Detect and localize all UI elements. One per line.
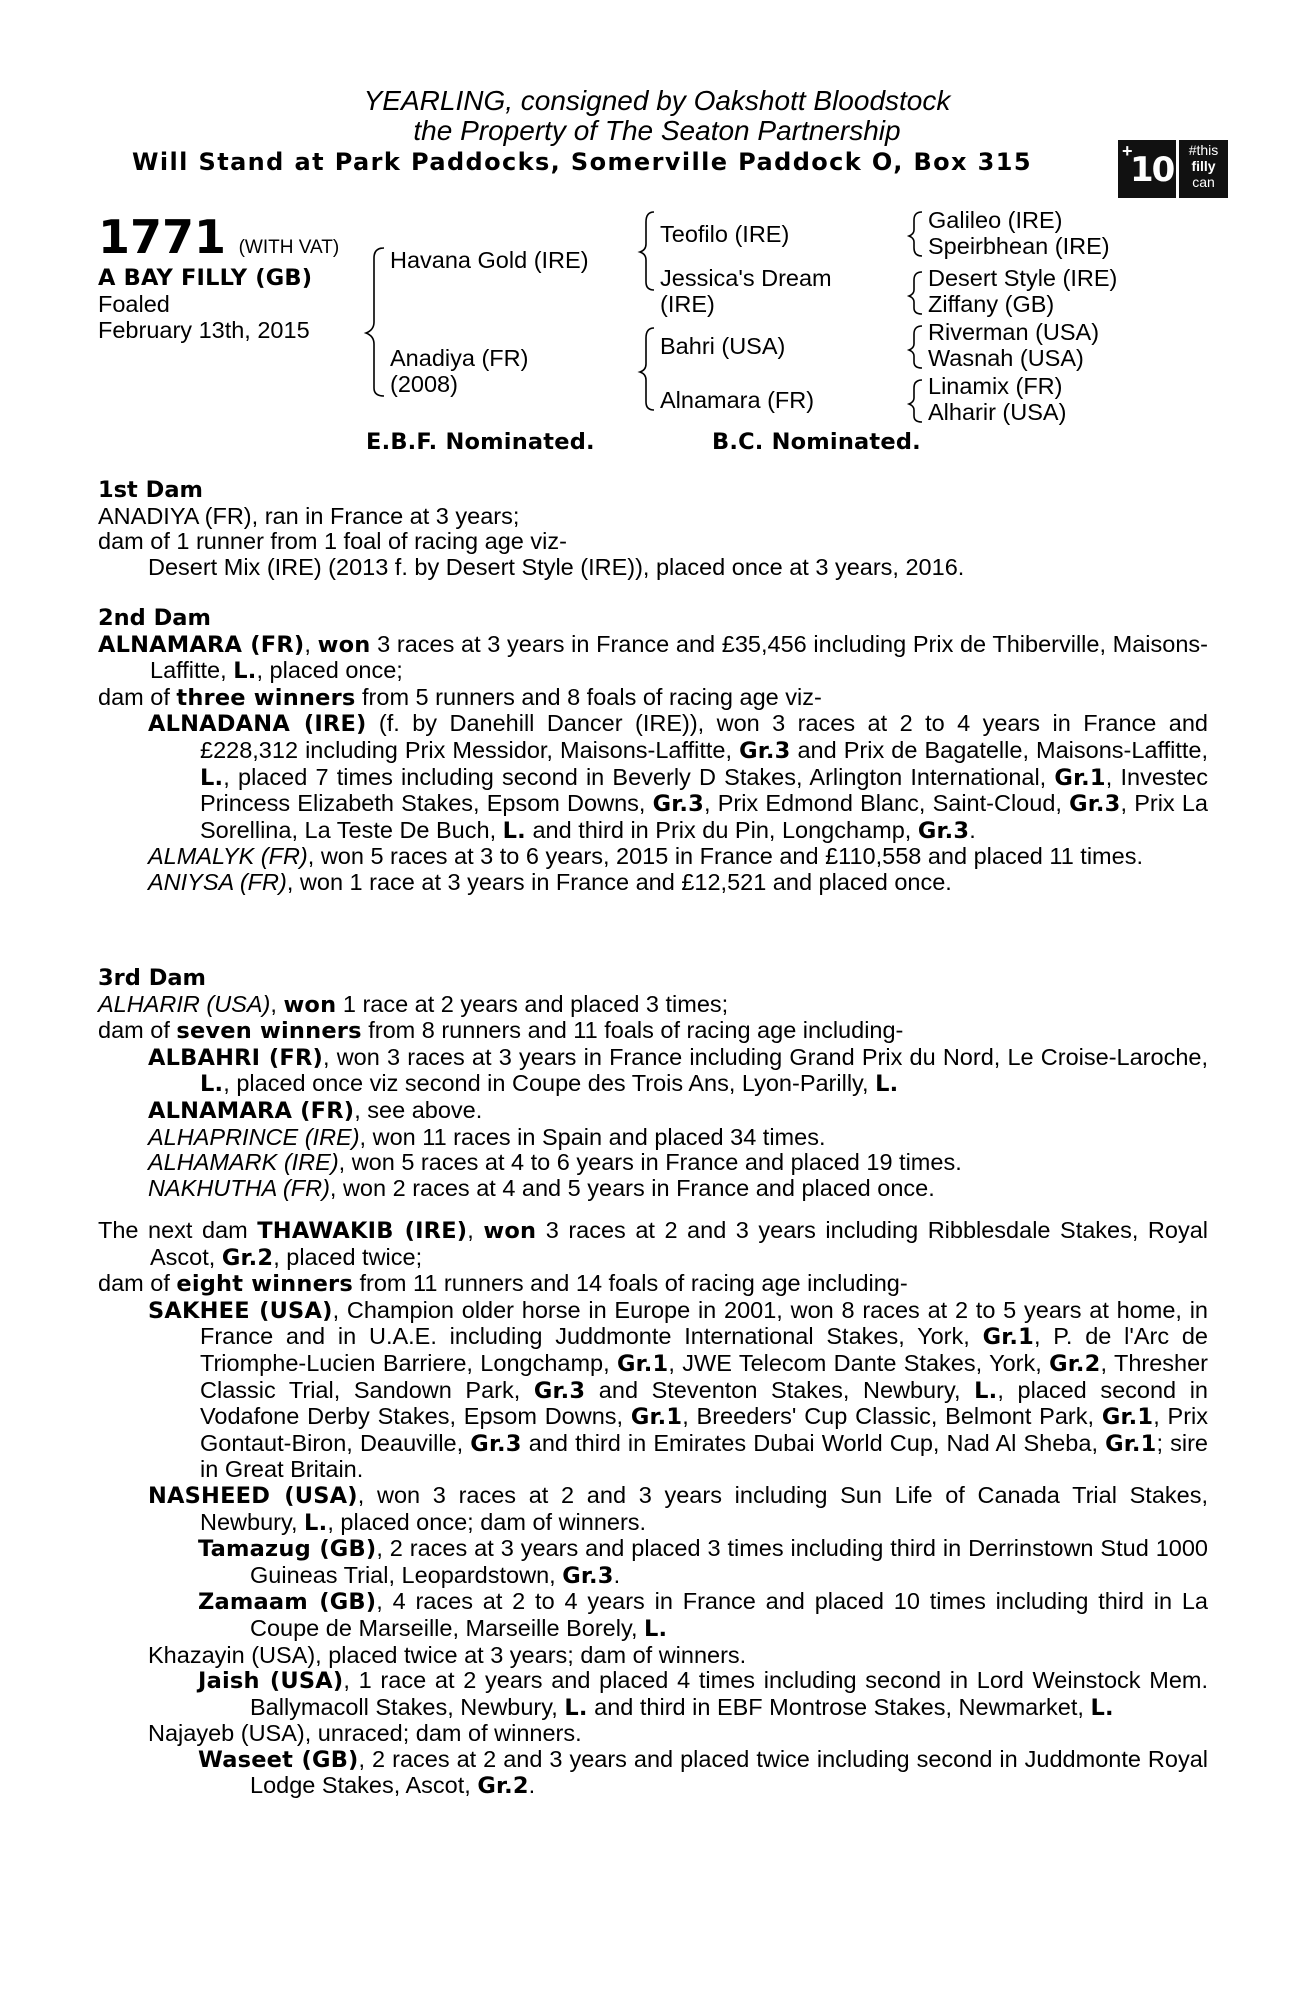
- brace-parents: [366, 248, 384, 396]
- lot-description: A BAY FILLY (GB): [98, 265, 313, 291]
- third-dam-section: [98, 966, 1208, 1201]
- first-dam-line-2: dam of 1 runner from 1 foal of racing age viz-: [98, 528, 567, 555]
- stand-location: Will Stand at Park Paddocks, Somerville Paddock O, Box 315: [132, 148, 1032, 176]
- brace-sire-parents: [640, 212, 654, 290]
- brace-g2: [909, 272, 922, 314]
- produce-almalyk: ALMALYK (FR), won 5 races at 3 to 6 years, 2015 in France and £110,558 and placed 11 times.: [148, 843, 1143, 870]
- produce-waseet: Waseet (GB), 2 races at 2 and 3 years and placed twice including second in Juddmonte Royal Lodge Stakes, Ascot, Gr.2.: [198, 1745, 1208, 1800]
- next-dam-record: The next dam THAWAKIB (IRE), won 3 races at 2 and 3 years including Ribblesdale Stakes, Royal Ascot, Gr.2, placed twice;: [98, 1217, 1209, 1271]
- foaled-label: Foaled: [98, 291, 170, 317]
- hashtag-badge: #this filly can: [1179, 140, 1228, 198]
- vat-note: (WITH VAT): [238, 237, 340, 258]
- produce-aniysa: ANIYSA (FR), won 1 race at 3 years in France and £12,521 and placed once.: [148, 868, 952, 895]
- brace-g1: [909, 212, 922, 256]
- dam-sire: Bahri (USA): [660, 333, 786, 359]
- brace-g3: [909, 326, 922, 368]
- plus-ten-badge: + 10: [1118, 140, 1176, 198]
- produce-sakhee: SAKHEE (USA), Champion older horse in Europe in 2001, won 8 races at 2 to 5 years at home, in France and in U.A.E. including Juddmonte International Stakes, York, Gr.1, P. de l'Arc de Triomphe-Lucien Barriere, Longchamp, Gr.1, JWE Telecom Dante Stakes, York, Gr.2, Thresher Classic Trial, Sandown Park, Gr.3 and Steventon Stakes, Newbury, L., placed second in Vodafone Derby Stakes, Epsom Downs, Gr.1, Breeders' Cup Classic, Belmont Park, Gr.1, Prix Gontaut-Biron, Deauville, Gr.3 and third in Emirates Dubai World Cup, Nad Al Sheba, Gr.1; sire in Great Britain.: [148, 1296, 1209, 1483]
- brace-g4: [909, 380, 922, 422]
- produce-zamaam: Zamaam (GB), 4 races at 2 to 4 years in France and placed 10 times including third in La Coupe de Marseille, Marseille Borely, L.: [198, 1588, 1208, 1642]
- produce-jaish: Jaish (USA), 1 race at 2 years and placed 4 times including second in Lord Weinstock Mem. Ballymacoll Stakes, Newbury, L. and third in EBF Montrose Stakes, Newmarket, L.: [198, 1667, 1208, 1721]
- grandsire-7: Linamix (FR): [928, 373, 1063, 399]
- consignment-line: YEARLING, consigned by Oakshott Bloodstock: [363, 85, 951, 116]
- sire-dam: Jessica's Dream: [660, 265, 832, 291]
- grandsire-8: Alharir (USA): [928, 399, 1067, 425]
- produce-alhamark: ALHAMARK (IRE), won 5 races at 4 to 6 years in France and placed 19 times.: [148, 1149, 962, 1176]
- bc-nominated: B.C. Nominated.: [712, 429, 921, 455]
- next-dam-section: [98, 1218, 1208, 1800]
- produce-alnamara: ALNAMARA (FR), see above.: [148, 1096, 483, 1124]
- produce-nasheed: NASHEED (USA), won 3 races at 2 and 3 years including Sun Life of Canada Trial Stakes, Newbury, L., placed once; dam of winners.: [148, 1481, 1208, 1536]
- sire-sire: Teofilo (IRE): [660, 221, 790, 247]
- grandsire-4: Ziffany (GB): [928, 291, 1055, 317]
- second-dam-title: 2nd Dam: [98, 605, 211, 631]
- grandsire-5: Riverman (USA): [928, 319, 1100, 345]
- produce-najayeb: Najayeb (USA), unraced; dam of winners.: [148, 1720, 582, 1747]
- second-dam-section: [98, 606, 1208, 896]
- sire-dam-country: (IRE): [660, 291, 715, 317]
- grandsire-6: Wasnah (USA): [928, 345, 1084, 371]
- first-dam-produce-1: Desert Mix (IRE) (2013 f. by Desert Style (IRE)), placed once at 3 years, 2016.: [148, 553, 965, 580]
- third-dam-title: 3rd Dam: [98, 965, 206, 991]
- grandsire-3: Desert Style (IRE): [928, 265, 1118, 291]
- produce-tamazug: Tamazug (GB), 2 races at 3 years and placed 3 times including third in Derrinstown Stud 1000 Guineas Trial, Leopardstown, Gr.3.: [198, 1535, 1208, 1589]
- second-dam-record: ALNAMARA (FR), won 3 races at 3 years in France and £35,456 including Prix de Thiberville, Maisons-Laffitte, L., placed once;: [98, 630, 1208, 685]
- produce-albahri: ALBAHRI (FR), won 3 races at 3 years in France including Grand Prix du Nord, Le Croise-Laroche, L., placed once viz second in Coupe des Trois Ans, Lyon-Parilly, L.: [148, 1043, 1208, 1098]
- dam-dam: Alnamara (FR): [660, 387, 815, 413]
- second-dam-produce-summary: dam of three winners from 5 runners and 8 foals of racing age viz-: [98, 683, 822, 711]
- first-dam-title: 1st Dam: [98, 477, 203, 503]
- first-dam-line-1: ANADIYA (FR), ran in France at 3 years;: [98, 502, 520, 529]
- produce-alhaprince: ALHAPRINCE (IRE), won 11 races in Spain and placed 34 times.: [148, 1123, 826, 1150]
- produce-alnadana: ALNADANA (IRE) (f. by Danehill Dancer (IRE)), won 3 races at 2 to 4 years in France and £228,312 including Prix Messidor, Maisons-Laffitte, Gr.3 and Prix de Bagatelle, Maisons-Laffitte, L., placed 7 times including second in Beverly D Stakes, Arlington International, Gr.1, Investec Princess Elizabeth Stakes, Epsom Downs, Gr.3, Prix Edmond Blanc, Saint-Cloud, Gr.3, Prix La Sorellina, La Teste De Buch, L. and third in Prix du Pin, Longchamp, Gr.3.: [148, 710, 1208, 844]
- sire: Havana Gold (IRE): [390, 247, 589, 273]
- produce-khazayin: Khazayin (USA), placed twice at 3 years; dam of winners.: [148, 1641, 747, 1668]
- third-dam-record: ALHARIR (USA), won 1 race at 2 years and placed 3 times;: [98, 990, 729, 1018]
- foaled-date: February 13th, 2015: [98, 317, 310, 343]
- dam-year: (2008): [390, 371, 458, 397]
- ebf-nominated: E.B.F. Nominated.: [366, 429, 595, 455]
- first-dam-section: [98, 478, 1208, 580]
- brace-dam-parents: [640, 328, 654, 410]
- lot-number: 1771: [98, 210, 227, 264]
- grandsire-2: Speirbhean (IRE): [928, 233, 1110, 259]
- property-line: the Property of The Seaton Partnership: [413, 115, 901, 146]
- pedigree-braces: [0, 0, 1314, 460]
- third-dam-produce-summary: dam of seven winners from 8 runners and 11 foals of racing age including-: [98, 1017, 904, 1045]
- grandsire-1: Galileo (IRE): [928, 207, 1063, 233]
- next-dam-produce-summary: dam of eight winners from 11 runners and 14 foals of racing age including-: [98, 1270, 908, 1298]
- dam: Anadiya (FR): [390, 345, 529, 371]
- produce-nakhutha: NAKHUTHA (FR), won 2 races at 4 and 5 years in France and placed once.: [148, 1174, 935, 1201]
